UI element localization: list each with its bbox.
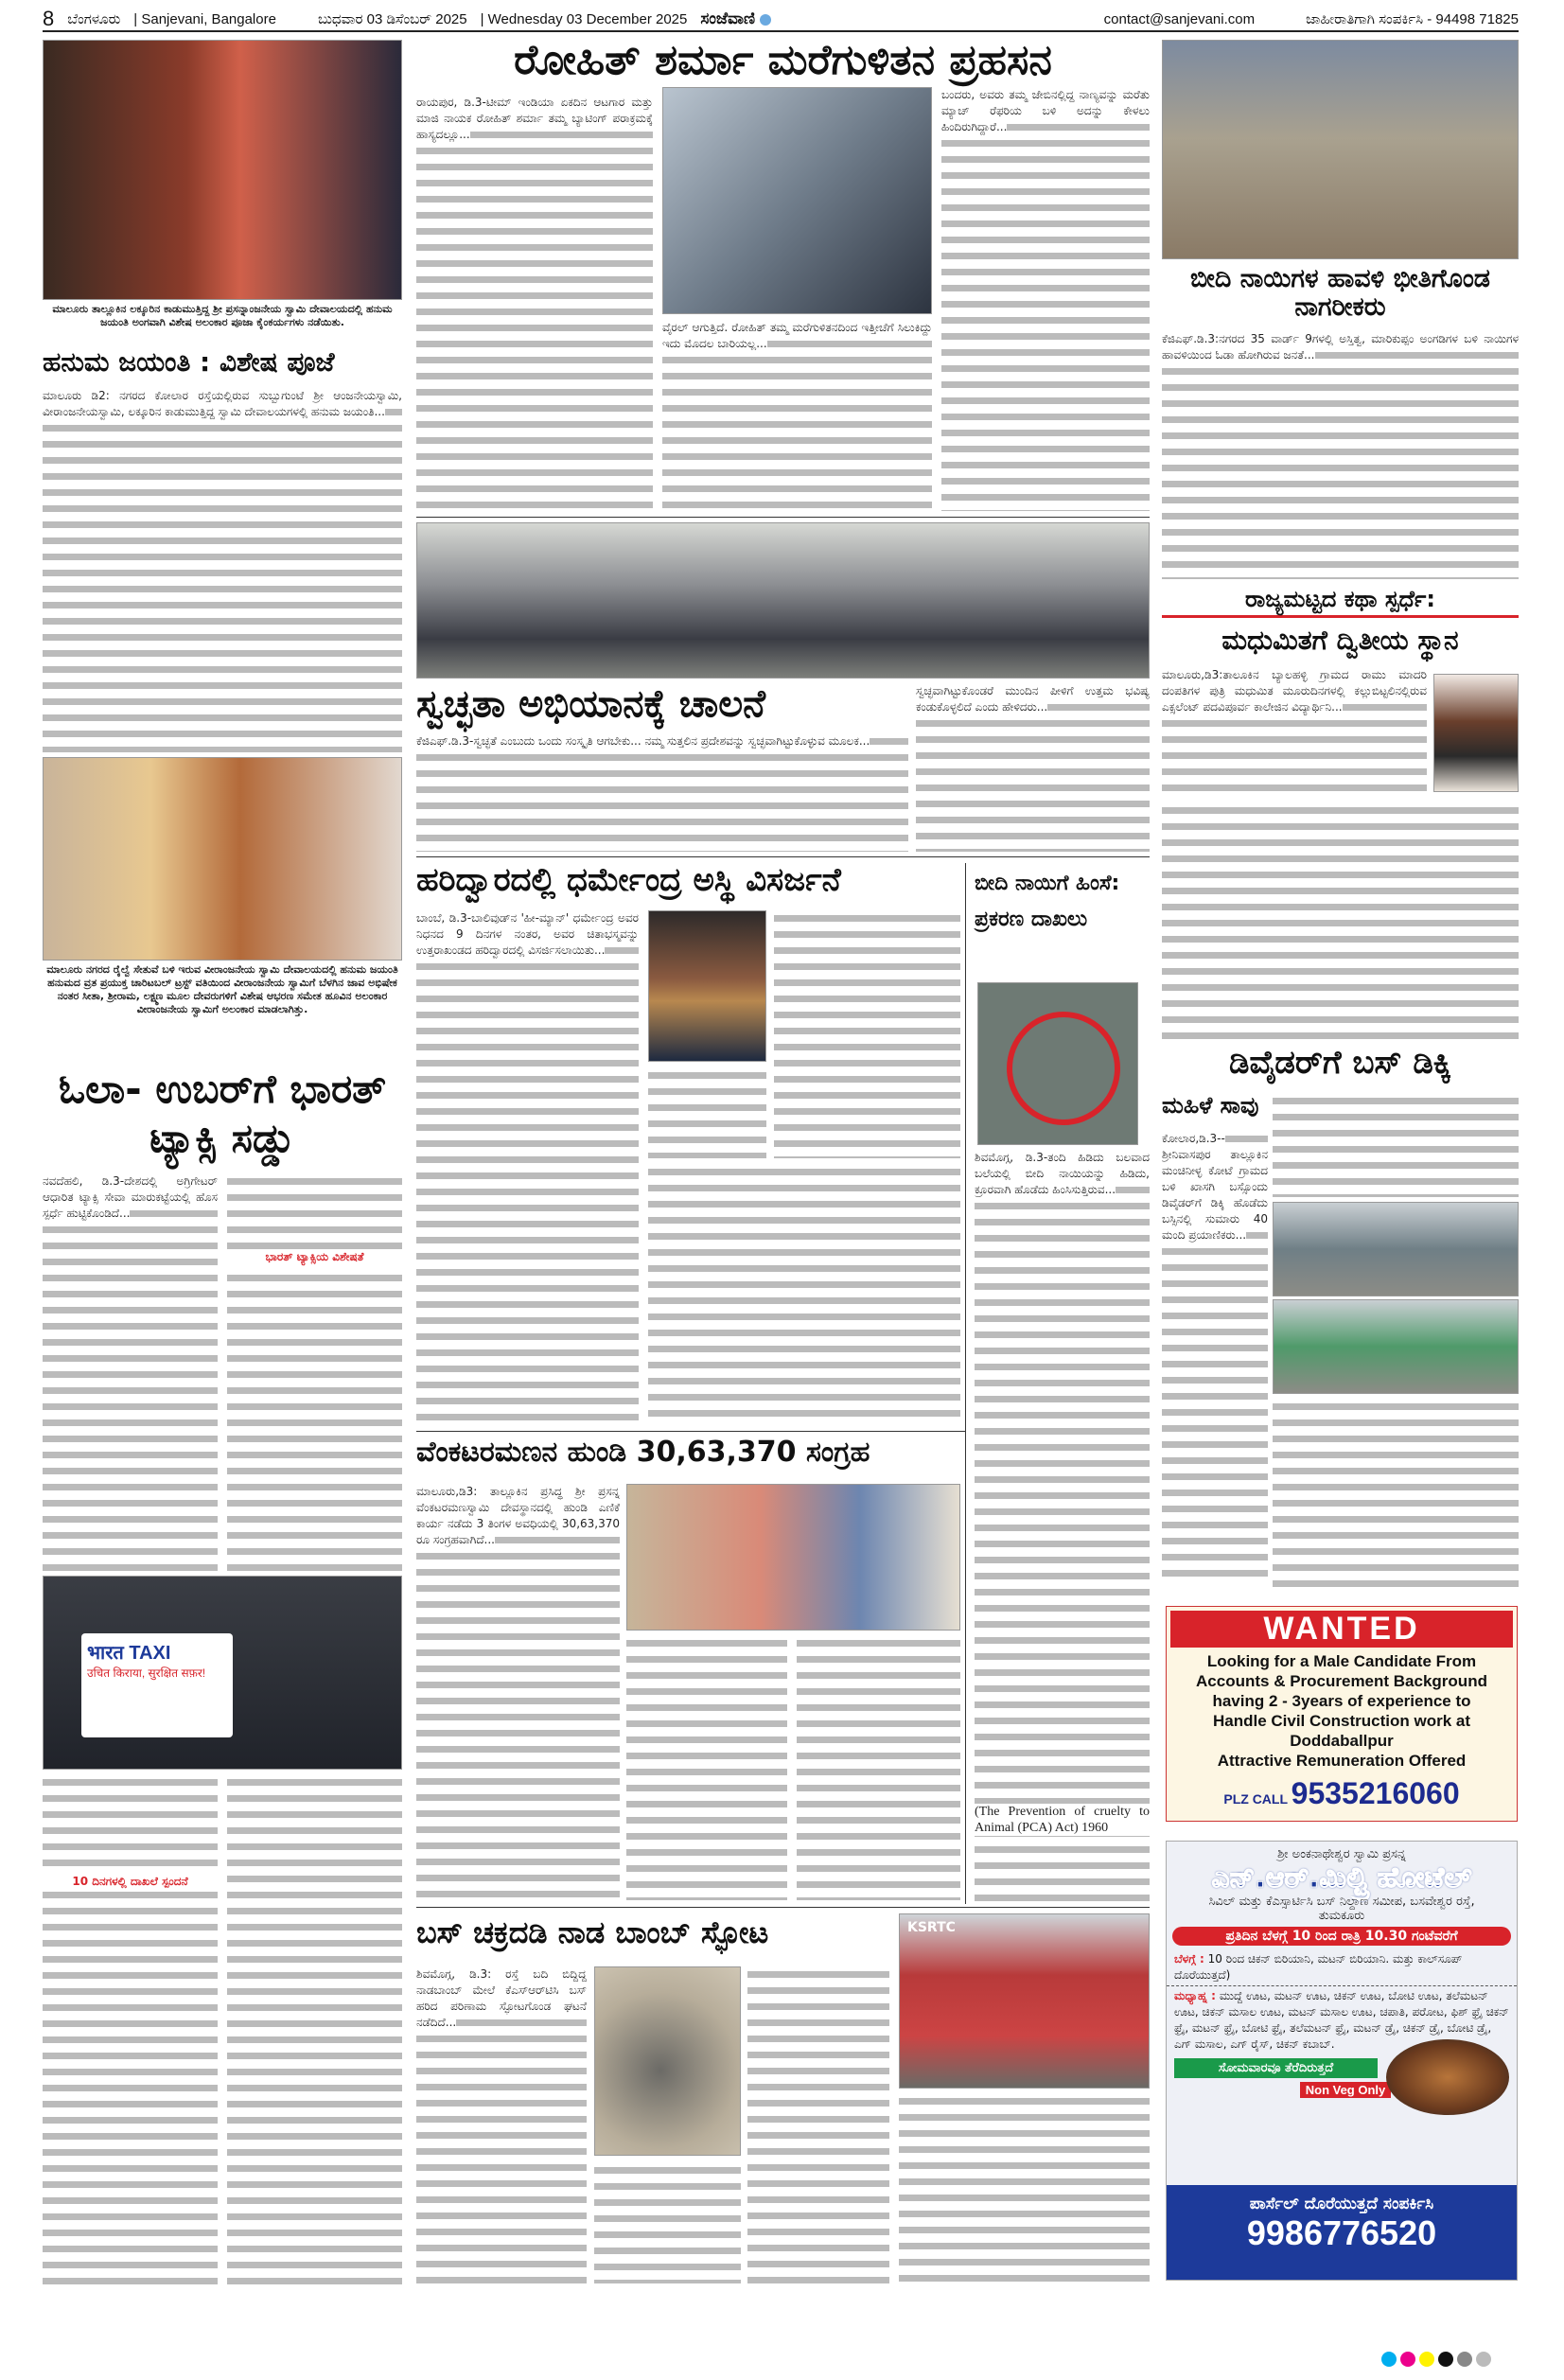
article-stray-body: ಕೆಜಿಎಫ್.ಡಿ.3:ನಗರದ 35 ವಾರ್ಡ್ 9ಗಳಲ್ಲಿ ಅಸ್ತಿತ್ವ, ಮಾರಿಕುಪ್ಪಂ ಅಂಗಡಿಗಳ ಬಳಿ ನಾಯಿಗಳ ಹಾವಳಿಯಿಂದ ಓಡಾ ಹೋಗಿರುವ ಜನತೆ...	[1162, 331, 1519, 579]
article-divider-body: ಕೋಲಾರ,ಡಿ.3-- ಶ್ರೀನಿವಾಸಪುರ ತಾಲ್ಲೂಕಿನ ಮಂಚಿನೀಳ್ಳ ಕೋಟೆ ಗ್ರಾಮದ ಬಳಿ ಖಾಸಗಿ ಬಸ್ಸೊಂದು ಡಿವೈಡರ್‌ಗೆ ಡಿಕ್ಕಿ ಹೊಡೆದು ಬಸ್ಸಿನಲ್ಲಿ ಸುಮಾರು 40 ಮಂದಿ ಪ್ರಯಾಣಿಕರು...	[1162, 1131, 1268, 1585]
bomb-site-photo	[594, 1966, 741, 2156]
article-taxi-body: ನವದೆಹಲಿ, ಡಿ.3-ದೇಶದಲ್ಲಿ ಅಗ್ರಿಗೇಟರ್ ಆಧಾರಿತ ಟ್ಯಾಕ್ಸಿ ಸೇವಾ ಮಾರುಕಟ್ಟೆಯಲ್ಲಿ ಹೊಸ ಸ್ಪರ್ಧೆ ಹುಟ್ಟಿಕೊಂಡಿದೆ...	[43, 1173, 218, 1571]
hotel-ad: ಶ್ರೀ ಅಂಕನಾಥೇಶ್ವರ ಸ್ವಾಮಿ ಪ್ರಸನ್ನ ಎನ್.ಆರ್.ಮಿಲ್ಟ್ರಿ ಹೋಟೆಲ್ ಸಿವಿಲ್ ಮತ್ತು ಕೆಎಸ್ಸಾರ್ಟಿಸಿ ಬಸ್ ನಿಲ್ದಾಣ ಸಮೀಪ, ಬಸವೇಶ್ವರ ರಸ್ತೆ, ತುಮಕೂರು ಪ್ರತಿದಿನ ಬೆಳಗ್ಗೆ 10 ರಿಂದ ರಾತ್ರಿ 10.30 ಗಂಟೆವರೆಗೆ ಬೆಳಗ್ಗೆ : 10 ರಿಂದ ಚಿಕನ್ ಬಿರಿಯಾನಿ, ಮಟನ್ ಬಿರಿಯಾನಿ. ಮತ್ತು ಕಾಲ್‌ಸೂಪ್ ದೊರೆಯುತ್ತದೆ) ಮಧ್ಯಾಹ್ನ : ಮುದ್ದೆ ಊಟ, ಮಟನ್ ಊಟ, ಚಿಕನ್ ಊಟ, ಬೋಟಿ ಊಟ, ತಲೆಮಟನ್ ಊಟ, ಚಿಕನ್ ಮಸಾಲ ಊಟ, ಮಟನ್ ಮಸಾಲ ಊಟ, ಚಪಾತಿ, ಪರೋಟ, ಫಿಶ್ ಫ್ರೈ ಚಿಕನ್ ಫ್ರೈ, ಮಟನ್ ಫ್ರೈ, ಬೋಟಿ ಫ್ರೈ, ತಲೆಮಟನ್ ಫ್ರೈ, ಮಟನ್ ಡ್ರೈ, ಚಿಕನ್ ಡ್ರೈ, ಬೋಟಿ ಡ್ರೈ, ಎಗ್ ಮಸಾಲ, ಎಗ್ ರೈಸ್, ಚಿಕನ್ ಕಬಾಬ್. ಸೋಮವಾರವೂ ತೆರೆದಿರುತ್ತದೆ Non Veg Only ಪಾರ್ಸೆಲ್ ದೊರೆಯುತ್ತದೆ ಸಂಪರ್ಕಿಸಿ 9986776520	[1166, 1841, 1518, 2281]
timing-banner: ಪ್ರತಿದಿನ ಬೆಳಗ್ಗೆ 10 ರಿಂದ ರಾತ್ರಿ 10.30 ಗಂಟೆವರೆಗೆ	[1172, 1927, 1511, 1946]
article-swachh-body-2: ಸ್ವಚ್ಛವಾಗಿಟ್ಟುಕೊಂಡರೆ ಮುಂದಿನ ಪೀಳಿಗೆ ಉತ್ತಮ ಭವಿಷ್ಯ ಕಂಡುಕೊಳ್ಳಲಿದೆ ಎಂದು ಹೇಳಿದರು...	[916, 683, 1150, 852]
taxi-sign: भारत TAXI	[87, 1643, 171, 1664]
headline-dharmendra: ಹರಿದ್ವಾರದಲ್ಲಿ ಧರ್ಮೇಂದ್ರ ಅಸ್ಥಿ ವಿಸರ್ಜನೆ	[416, 861, 841, 899]
subhead: ಭಾರತ್ ಟ್ಯಾಕ್ಸಿಯ ವಿಶೇಷತೆ	[227, 1249, 402, 1265]
article-taxi-body-2	[227, 1173, 402, 1571]
date-kannada: ಬುಧವಾರ 03 ಡಿಸೆಂಬರ್ 2025	[317, 10, 467, 27]
masthead-logo: ಸಂಜೆವಾಣಿ	[700, 9, 770, 28]
article-swachh-body: ಕೆಜಿಎಫ್.ಡಿ.3-ಸ್ವಚ್ಛತೆ ಎಂಬುದು ಒಂದು ಸಂಸ್ಕೃತಿ ಆಗಬೇಕು... ನಮ್ಮ ಸುತ್ತಲಿನ ಪ್ರದೇಶವನ್ನು ಸ್ವಚ್ಛವಾಗಿಟ್ಟುಕೊಳ್ಳುವ ಮೂಲಕ...	[416, 733, 908, 852]
photo-caption: ಮಾಲೂರು ತಾಲ್ಲೂಕಿನ ಲಕ್ಕೂರಿನ ಕಾಡುಮುತ್ತಿದ್ದ ಶ್ರೀ ಪ್ರಸನ್ನಾಂಜನೇಯ ಸ್ವಾಮಿ ದೇವಾಲಯದಲ್ಲಿ ಹನುಮ ಜಯಂತಿ ಅಂಗವಾಗಿ ವಿಶೇಷ ಅಲಂಕಾರ ಪೂಜಾ ಕೈಂಕರ್ಯಗಳು ನಡೆಯಿತು.	[52, 303, 393, 328]
dharmendra-portrait	[648, 910, 766, 1062]
act-reference: (The Prevention of cruelty to Animal (PCA) Act) 1960	[975, 1805, 1150, 1835]
article-bomb-body: ಶಿವಮೊಗ್ಗ, ಡಿ.3: ರಸ್ತೆ ಬದಿ ಬಿದ್ದಿದ್ದ ನಾಡಬಾಂಬ್ ಮೇಲೆ ಕೆಎಸ್‌ಆರ್‌ಟಿಸಿ ಬಸ್ ಹರಿದ ಪರಿಣಾಮ ಸ್ಫೋಟಗೊಂಡ ಘಟನೆ ನಡೆದಿದೆ...	[416, 1966, 587, 2283]
ad-contact: ಜಾಹೀರಾತಿಗಾಗಿ ಸಂಪರ್ಕಿಸಿ - 94498 71825	[1306, 10, 1519, 27]
article-taxi-body-4	[227, 1774, 402, 2285]
bus-photo: KSRTC	[899, 1913, 1150, 2089]
article-bomb-body-4	[899, 2093, 1150, 2283]
article-hundi-body-3	[797, 1635, 960, 1900]
subhead: 10 ದಿನಗಳಲ್ಲಿ ದಾಖಲೆ ಸ್ಪಂದನೆ	[43, 1874, 218, 1890]
article-dog-case-body: ಶಿವಮೊಗ್ಗ, ಡಿ.3-ತಂದಿ ಹಿಡಿದು ಬಲವಾದ ಬಲೆಯಲ್ಲಿ ಬೀದಿ ನಾಯಿಯನ್ನು ಹಿಡಿದು, ಕ್ರೂರವಾಗಿ ಹೊಡೆದು ಹಿಂಸಿಸುತ್ತಿರುವ... (The Prevention of cruelty to Animal (PCA) Act) 1960	[975, 1150, 1150, 1902]
headline-stray-dogs: ಬೀದಿ ನಾಯಿಗಳ ಹಾವಳಿ ಭೀತಿಗೊಂಡ ನಾಗರೀಕರು	[1190, 264, 1490, 322]
wanted-phone: PLZ CALL 9535216060	[1223, 1776, 1460, 1810]
page-number: 8	[43, 7, 55, 30]
article-dharmendra-body: ಬಾಂಬೆ, ಡಿ.3-ಬಾಲಿವುಡ್‌ನ 'ಹೀ-ಮ್ಯಾನ್' ಧರ್ಮೇಂದ್ರ ಅವರ ನಿಧನದ 9 ದಿನಗಳ ನಂತರ, ಅವರ ಚಿತಾಭಸ್ಮವನ್ನು ಉತ್ತರಾಖಂಡದ ಹರಿದ್ವಾರದಲ್ಲಿ ವಿಸರ್ಜಿಸಲಾಯಿತು...	[416, 910, 639, 1426]
article-dharmendra-body-4	[648, 1164, 960, 1426]
page-header	[43, 8, 1519, 32]
hotel-name: ಎನ್.ಆರ್.ಮಿಲ್ಟ್ರಿ ಹೋಟೆಲ್	[1211, 1861, 1472, 1895]
temple-photo	[43, 40, 402, 300]
dog-case-photo	[977, 982, 1138, 1145]
photo-caption: ಮಾಲೂರು ನಗರದ ರೈಲ್ವೆ ಸೇತುವೆ ಬಳಿ ಇರುವ ವೀರಾಂಜನೇಯ ಸ್ವಾಮಿ ದೇವಾಲಯದಲ್ಲಿ ಹನುಮ ಜಯಂತಿ ಹನುಮದ ವ್ರತ ಪ್ರಯುಕ್ತ ಚಾರಿಟಬಲ್ ಟ್ರಸ್ಟ್ ವತಿಯಿಂದ ವೀರಾಂಜನೇಯ ಸ್ವಾಮಿಗೆ ಬೆಳಗಿನ ಜಾವ ಅಭಿಷೇಕ ನಂತರ ಸೀತಾ, ಶ್ರೀರಾಮ, ಲಕ್ಷ್ಮಣ ಮೂಲ ದೇವರುಗಳಿಗೆ ವಿಶೇಷ ಆಭರಣ ಸಮೇತ ಹೂವಿನ ಅಲಂಕಾರ ವೀರಾಂಜನೇಯ ಸ್ವಾಮಿಗೆ ಅಲಂಕಾರ ಮಾಡಲಾಗಿತ್ತು.	[46, 963, 398, 1015]
headline-rohit: ರೋಹಿತ್ ಶರ್ಮಾ ಮರೆಗುಳಿತನ ಪ್ರಹಸನ	[514, 36, 1052, 84]
article-rohit-body: ರಾಯಪುರ, ಡಿ.3-ಟೀಮ್ ಇಂಡಿಯಾ ಏಕದಿನ ಆಟಗಾರ ಮತ್ತು ಮಾಜಿ ನಾಯಕ ರೋಹಿತ್ ಶರ್ಮಾ ತಮ್ಮ ಬ್ಯಾಟಿಂಗ್ ಪರಾಕ್ರಮಕ್ಕೆ ಹಾಸ್ಯದಲ್ಲೂ...	[416, 95, 653, 511]
wanted-title: WANTED	[1170, 1611, 1513, 1648]
email[interactable]: contact@sanjevani.com	[1103, 10, 1256, 27]
article-dharmendra-body-2	[648, 1067, 766, 1158]
swachh-group-photo	[416, 522, 1150, 679]
print-registration-marks	[1381, 2352, 1491, 2367]
article-divider-body-2	[1273, 1093, 1519, 1197]
article-bomb-body-2	[594, 2162, 741, 2283]
headline-katha: ಮಧುಮಿತಗೆ ದ್ವಿತೀಯ ಸ್ಥಾನ	[1221, 625, 1459, 656]
article-rohit-body-2: ವೈರಲ್ ಆಗುತ್ತಿದೆ. ರೋಹಿತ್ ತಮ್ಮ ಮರೆಗುಳಿತನದಿಂದ ಇತ್ತೀಚೆಗೆ ಸಿಲುಕಿದ್ದು ಇದು ಮೊದಲ ಬಾರಿಯಲ್ಲ...	[662, 320, 932, 511]
city: ಬೆಂಗಳೂರು	[67, 10, 121, 27]
article-hanuma-body: ಮಾಲೂರು ಡಿ2: ನಗರದ ಕೋಲಾರ ರಸ್ತೆಯಲ್ಲಿರುವ ಸುಬ್ಬುಗುಂಟೆ ಶ್ರೀ ಆಂಜನೇಯಸ್ವಾಮಿ, ವೀರಾಂಜನೇಯಸ್ವಾಮಿ, ಲಕ್ಕೂರಿನ ಕಾಡುಮುತ್ತಿದ್ದ ಸ್ವಾಮಿ ದೇವಾಲಯಗಳಲ್ಲಿ ಹನುಮ ಜಯಂತಿ...	[43, 388, 402, 752]
bus-accident-photo-1	[1273, 1202, 1519, 1296]
bharat-taxi-photo: भारत TAXI उचित किराया, सुरक्षित सफ़र!	[43, 1576, 402, 1770]
hundi-counting-photo	[626, 1484, 960, 1631]
headline-bomb: ಬಸ್ ಚಕ್ರದಡಿ ನಾಡ ಬಾಂಬ್ ಸ್ಫೋಟ	[416, 1914, 769, 1950]
stray-dogs-photo	[1162, 40, 1519, 259]
headline-bharat-taxi: ಓಲಾ- ಉಬರ್‌ಗೆ ಭಾರತ್ ಟ್ಯಾಕ್ಸಿ ಸಡ್ಡು	[58, 1066, 387, 1161]
temple-group-photo	[43, 757, 402, 961]
article-taxi-body-3	[43, 1774, 218, 2285]
headline-divider: ಡಿವೈಡರ್‌ಗೆ ಬಸ್ ಡಿಕ್ಕಿ	[1229, 1044, 1451, 1082]
wanted-ad: WANTED Looking for a Male Candidate From Accounts & Procurement Background having 2 - 3years of experience to Handle Civil Construction work at Doddaballpur Attractive Remuneration Offered PLZ CALL 9535216060	[1166, 1606, 1518, 1822]
headline-hanuma: ಹನುಮ ಜಯಂತಿ : ವಿಶೇಷ ಪೂಜೆ	[43, 346, 335, 378]
hotel-phone: 9986776520	[1246, 2213, 1437, 2252]
rohit-airport-photo	[662, 87, 932, 314]
edition: | Sanjevani, Bangalore	[133, 10, 276, 27]
headline-hundi: ವೆಂಕಟರಮಣನ ಹುಂಡಿ 30,63,370 ಸಂಗ್ರಹ	[416, 1436, 870, 1469]
madhumita-portrait	[1433, 674, 1519, 792]
headline-dog-case: ಬೀದಿ ನಾಯಿಗೆ ಹಿಂಸೆ: ಪ್ರಕರಣ ದಾಖಲು	[975, 872, 1120, 931]
article-hundi-body-2	[626, 1635, 787, 1900]
date-english: | Wednesday 03 December 2025	[480, 10, 688, 27]
article-divider-body-3	[1273, 1399, 1519, 1588]
article-rohit-body-3: ಬಂದರು, ಅವರು ತಮ್ಮ ಜೇಬಿನಲ್ಲಿದ್ದ ನಾಣ್ಯವನ್ನು ಮರೆತು ಮ್ಯಾಚ್ ರೆಫರಿಯ ಬಳಿ ಅದನ್ನು ಕೇಳಲು ಹಿಂದಿರುಗಿದ್ದಾರೆ...	[941, 87, 1150, 511]
article-bomb-body-3	[747, 1966, 889, 2283]
article-katha-body: ಮಾಲೂರು,ಡಿ3:ತಾಲೂಕಿನ ಬ್ಯಾಲಹಳ್ಳಿ ಗ್ರಾಮದ ರಾಮು ಮಾದರಿ ದಂಪತಿಗಳ ಪುತ್ರಿ ಮಧುಮಿತ ಮೂರುದಿನಗಳಲ್ಲಿ ಕಲ್ಲುಬಿಟ್ಟಲಿನಲ್ಲಿರುವ ಎಕ್ಸಲೆಂಟ್ ಪದವಿಪೂರ್ವ ಕಾಲೇಜಿನ ವಿದ್ಯಾರ್ಥಿನಿ...	[1162, 667, 1427, 800]
subhead-divider: ಮಹಿಳೆ ಸಾವು	[1162, 1092, 1259, 1119]
open-monday-badge: ಸೋಮವಾರವೂ ತೆರೆದಿರುತ್ತದೆ	[1174, 2058, 1378, 2078]
article-katha-body-2	[1162, 802, 1519, 1039]
food-plate-image	[1386, 2039, 1509, 2115]
article-dharmendra-body-3	[774, 910, 960, 1158]
article-hundi-body: ಮಾಲೂರು,ಡಿ3: ತಾಲ್ಲೂಕಿನ ಪ್ರಸಿದ್ಧ ಶ್ರೀ ಪ್ರಸನ್ನ ವೆಂಕಟರಮಣಸ್ವಾಮಿ ದೇವಸ್ಥಾನದಲ್ಲಿ ಹುಂಡಿ ಎಣಿಕೆ ಕಾರ್ಯ ನಡೆದು 3 ತಿಂಗಳ ಅವಧಿಯಲ್ಲಿ 30,63,370 ರೂ ಸಂಗ್ರಹವಾಗಿದೆ...	[416, 1484, 620, 1900]
non-veg-badge: Non Veg Only	[1300, 2082, 1392, 2098]
kicker-katha: ರಾಜ್ಯಮಟ್ಟದ ಕಥಾ ಸ್ಪರ್ಧೆ:	[1162, 587, 1519, 618]
headline-swachh: ಸ್ವಚ್ಛತಾ ಅಭಿಯಾನಕ್ಕೆ ಚಾಲನೆ	[416, 682, 766, 726]
bus-accident-photo-2	[1273, 1299, 1519, 1394]
